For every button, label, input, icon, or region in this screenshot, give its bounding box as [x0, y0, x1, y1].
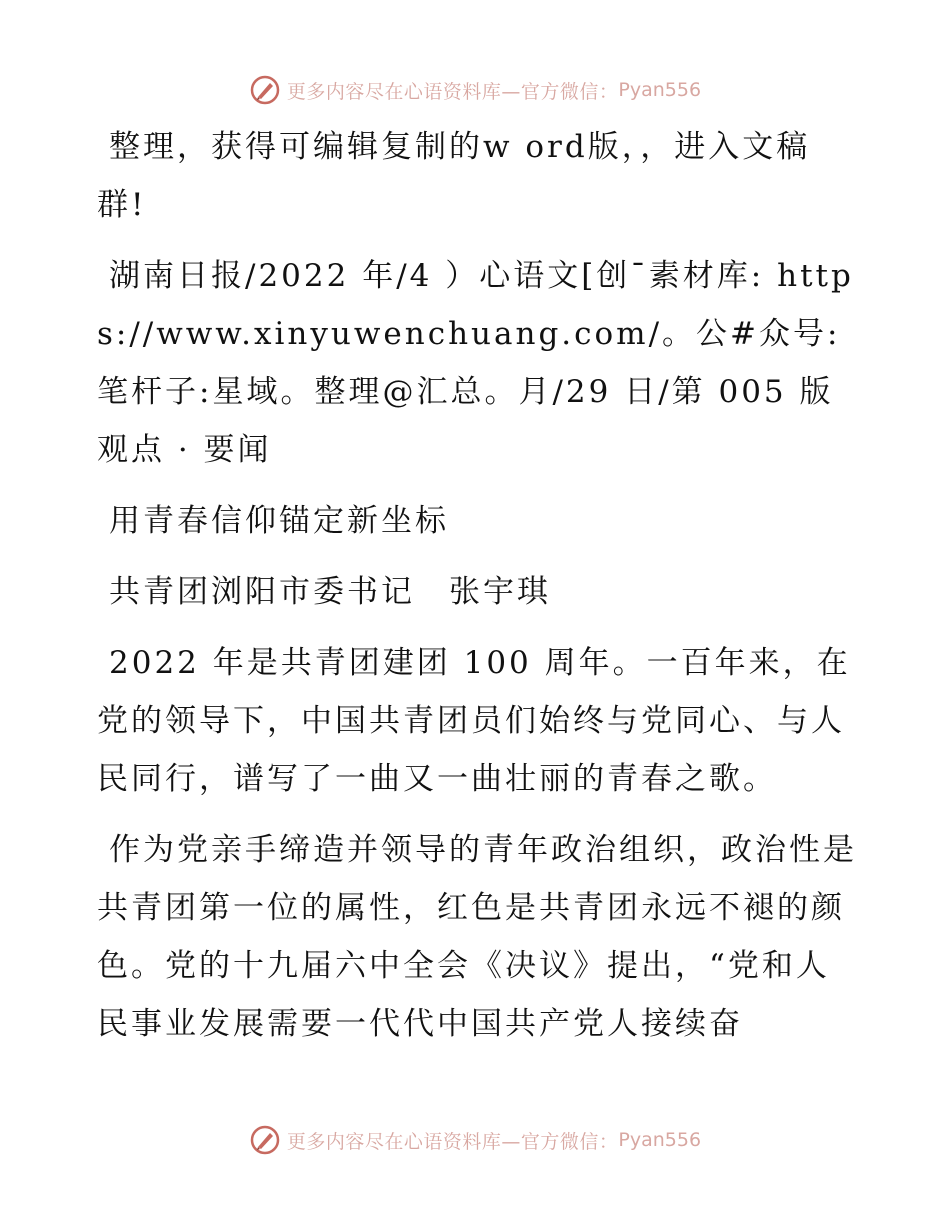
- footer-watermark: [0, 1120, 950, 1160]
- article-title: 用青春信仰锚定新坐标: [109, 503, 449, 539]
- watermark-handle: Pyan556: [618, 79, 702, 101]
- watermark-text: 更多内容尽在心语资料库—官方微信：: [286, 80, 619, 103]
- article-author: 共青团浏阳市委书记 张宇琪: [109, 574, 551, 610]
- pen-seal-logo-icon: [249, 74, 281, 106]
- watermark-handle: Pyan556: [618, 1129, 702, 1151]
- paragraph-6: 作为党亲手缔造并领导的青年政治组织，政治性是共青团第一位的属性，红色是共青团永远不褪的颜色。党的十九届六中全会《决议》提出，“党和人民事业发展需要一代代中国共产党人接续奋: [97, 832, 857, 1042]
- pen-seal-logo-icon: [249, 1124, 281, 1156]
- document-body: [97, 118, 857, 1066]
- watermark-text: 更多内容尽在心语资料库—官方微信：: [286, 1130, 619, 1153]
- paragraph-2: 湖南日报/2022 年/4 ）心语文[创¯素材库: https://www.xinyuwenchuang.com/。公#众号: 笔杆子:星域。整理@汇总。月/29 日/第 005 版观点 · 要闻: [97, 258, 854, 468]
- header-watermark: [0, 70, 950, 110]
- paragraph-5: 2022 年是共青团建团 100 周年。一百年来，在党的领导下，中国共青团员们始终与党同心、与人民同行，谱写了一曲又一曲壮丽的青春之歌。: [97, 645, 851, 797]
- paragraph-1: 整理，获得可编辑复制的w ord版，，进入文稿群!: [97, 129, 811, 223]
